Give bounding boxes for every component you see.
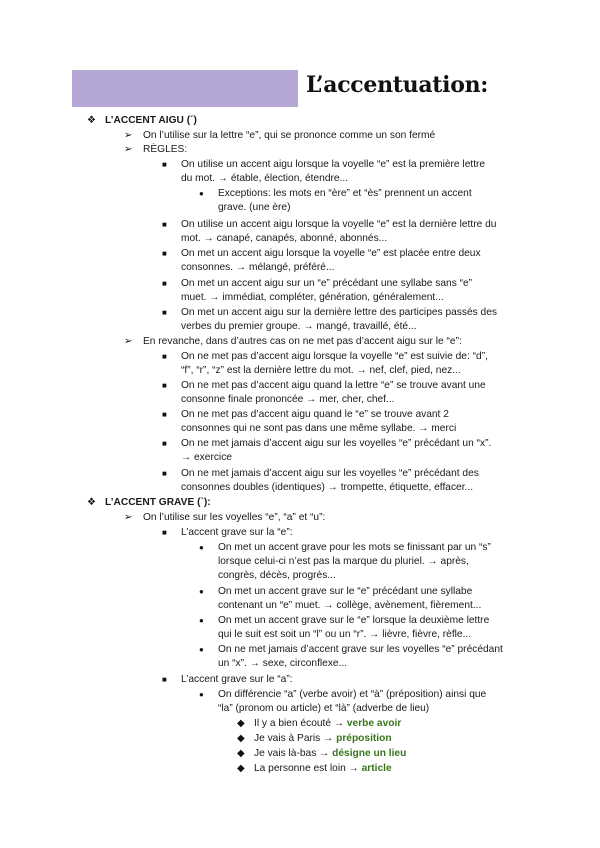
small-diamond-bullet-icon: ◆ [237, 718, 245, 729]
small-diamond-bullet-icon: ◆ [237, 733, 245, 744]
section-heading-aigu: L’ACCENT AIGU (´) [105, 115, 197, 126]
rule-line: On ne met pas d’accent aigu lorsque la voyelle “e” est suivie de: “d”, [181, 351, 488, 362]
rule-line: muet. → immédiat, compléter, génération, généralement... [181, 292, 444, 303]
rule-line: du mot. → étable, élection, étendre... [181, 173, 349, 184]
rule-line: consonnes doubles (identiques) → trompette, étiquette, effacer... [181, 482, 474, 493]
example-line [254, 717, 401, 731]
rule-line: congrès, décès, progrès... [218, 570, 336, 581]
rule-line: qui le suit est soit un “l” ou un “r”. → lièvre, fièvre, rèfle... [218, 629, 472, 640]
square-bullet-icon: ■ [162, 410, 167, 419]
rule-line: On utilise un accent aigu lorsque la voyelle “e” est la première lettre [181, 159, 486, 170]
title-highlight-band [72, 70, 298, 107]
regles-label: RÈGLES: [143, 144, 188, 155]
square-bullet-icon: ■ [162, 220, 167, 229]
example-tag: verbe avoir [346, 718, 402, 729]
dot-bullet-icon: ● [199, 645, 204, 654]
square-bullet-icon: ■ [162, 675, 167, 684]
section-heading-grave: L’ACCENT GRAVE (`): [105, 497, 211, 508]
square-bullet-icon: ■ [162, 469, 167, 478]
square-bullet-icon: ■ [162, 381, 167, 390]
small-diamond-bullet-icon: ◆ [237, 748, 245, 759]
rule-line: On ne met pas d’accent aigu quand le “e” se trouve avant 2 [181, 409, 449, 420]
rule-line: On met un accent aigu lorsque la voyelle “e” est placée entre deux [181, 248, 481, 259]
example-tag: préposition [336, 733, 392, 744]
arrow-bullet-icon: ➢ [124, 336, 133, 347]
dot-bullet-icon: ● [199, 189, 204, 198]
example-text: La personne est loin → [254, 763, 359, 774]
square-bullet-icon: ■ [162, 279, 167, 288]
rule-line: On ne met jamais d’accent aigu sur les voyelles “e” précédant des [181, 468, 479, 479]
grave-a-label: L’accent grave sur le “a”: [181, 674, 293, 685]
rule-line: On met un accent grave sur le “e” précédant une syllabe [218, 586, 473, 597]
rule-line: lorsque celui-ci n’est pas la marque du pluriel. → après, [218, 556, 469, 567]
rule-line: On ne met jamais d’accent grave sur les voyelles “e” précédant [218, 644, 503, 655]
diamond-bullet-icon: ❖ [87, 497, 96, 508]
page-title: L’accentuation: [306, 72, 489, 98]
exception-line: Exceptions: les mots en “ère” et “ès” prennent un accent [218, 188, 472, 199]
square-bullet-icon: ■ [162, 528, 167, 537]
rule-line: mot. → canapé, canapés, abonné, abonnés... [181, 233, 388, 244]
example-text: Il y a bien écouté → [254, 718, 345, 729]
rule-line: On met un accent grave sur le “e” lorsque la deuxième lettre [218, 615, 490, 626]
rule-line: consonne finale prononcée → mer, cher, chef... [181, 394, 395, 405]
example-line [254, 732, 392, 746]
revanche-line: En revanche, dans d’autres cas on ne met pas d’accent aigu sur le “e”: [143, 336, 462, 347]
rule-line: On différencie “a” (verbe avoir) et “à” (préposition) ainsi que [218, 689, 487, 700]
grave-e-label: L’accent grave sur la “e”: [181, 527, 293, 538]
arrow-bullet-icon: ➢ [124, 512, 133, 523]
aigu-intro: On l’utilise sur la lettre “e”, qui se prononce comme un son fermé [143, 130, 436, 141]
rule-line: On met un accent aigu sur la dernière lettre des participes passés des [181, 307, 497, 318]
square-bullet-icon: ■ [162, 308, 167, 317]
diamond-bullet-icon: ❖ [87, 115, 96, 126]
example-text: Je vais là-bas → [254, 748, 330, 759]
rule-line: contenant un “e” muet. → collège, avènement, fièrement... [218, 600, 482, 611]
dot-bullet-icon: ● [199, 690, 204, 699]
rule-line: On ne met pas d’accent aigu quand la lettre “e” se trouve avant une [181, 380, 486, 391]
example-line [254, 747, 406, 761]
exception-line: grave. (une ère) [218, 202, 291, 213]
example-line [254, 762, 392, 776]
dot-bullet-icon: ● [199, 616, 204, 625]
rule-line: → exercice [181, 452, 232, 463]
rule-line: On met un accent aigu sur un “e” précédant une syllabe sans “e” [181, 278, 473, 289]
rule-line: On ne met jamais d’accent aigu sur les voyelles “e” précédant un “x”. [181, 438, 492, 449]
small-diamond-bullet-icon: ◆ [237, 763, 245, 774]
dot-bullet-icon: ● [199, 543, 204, 552]
square-bullet-icon: ■ [162, 439, 167, 448]
arrow-bullet-icon: ➢ [124, 130, 133, 141]
example-tag: désigne un lieu [332, 748, 407, 759]
rule-line: “f”, “r”, “z” est la dernière lettre du mot. → nef, clef, pied, nez... [181, 365, 461, 376]
rule-line: consonnes. → mélangé, préféré... [181, 262, 335, 273]
rule-line: un “x”. → sexe, circonflexe... [218, 658, 348, 669]
dot-bullet-icon: ● [199, 587, 204, 596]
square-bullet-icon: ■ [162, 249, 167, 258]
square-bullet-icon: ■ [162, 160, 167, 169]
rule-line: “la” (pronom ou article) et “là” (adverbe de lieu) [218, 703, 430, 714]
rule-line: consonnes qui ne sont pas dans une même syllabe. → merci [181, 423, 457, 434]
rule-line: On utilise un accent aigu lorsque la voyelle “e” est la dernière lettre du [181, 219, 497, 230]
grave-intro: On l’utilise sur les voyelles “e”, “a” et “u”: [143, 512, 326, 523]
rule-line: On met un accent grave pour les mots se finissant par un “s” [218, 542, 491, 553]
square-bullet-icon: ■ [162, 352, 167, 361]
rule-line: verbes du premier groupe. → mangé, travaillé, été... [181, 321, 417, 332]
example-text: Je vais à Paris → [254, 733, 334, 744]
example-tag: article [361, 763, 392, 774]
arrow-bullet-icon: ➢ [124, 144, 133, 155]
